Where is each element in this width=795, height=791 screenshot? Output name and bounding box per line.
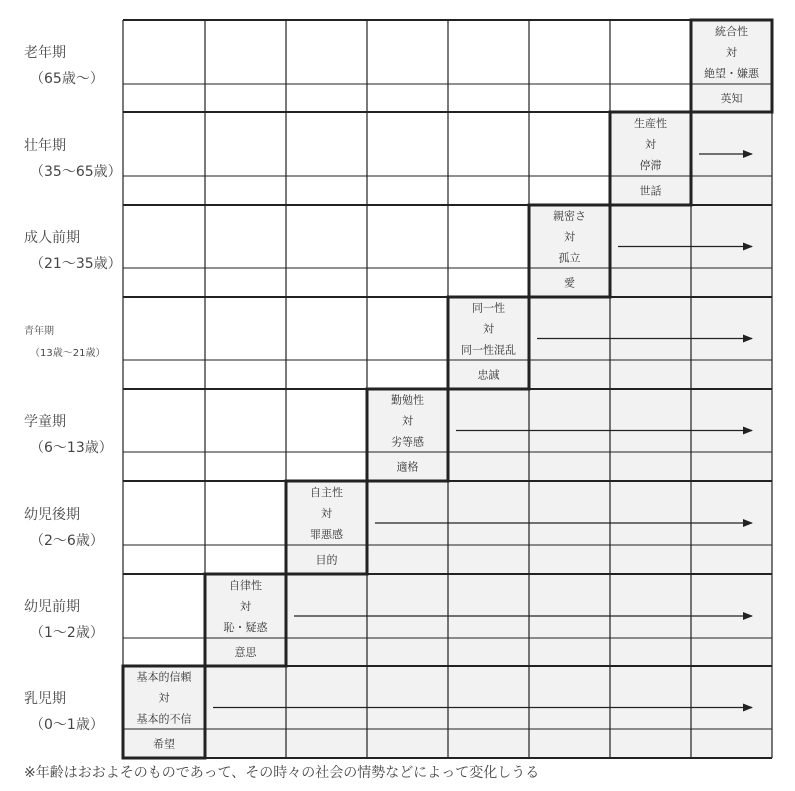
stage-age-range: （2～6歳） [30,532,104,549]
virtue-text: 希望 [153,737,175,751]
stage-age-range: （6～13歳） [30,440,113,456]
stage-label-adolescence [24,297,120,389]
stage-age-range: （35～65歳） [30,163,122,180]
stage-age-range: （65歳～） [30,71,104,87]
crisis-text: 対 [645,138,656,151]
crisis-text: 対 [321,507,332,520]
crisis-text: 生産性 [634,117,667,130]
crisis-text: 対 [402,414,413,428]
crisis-text: 対 [158,691,170,705]
crisis-text: 孤立 [558,251,581,265]
shaded-region [205,574,772,666]
crisis-text: 罪悪感 [310,528,343,541]
virtue-text: 愛 [564,276,575,290]
stage-name: 成人前期 [24,230,80,246]
stage-label-late-childhood [24,481,120,574]
crisis-text: 停滞 [639,159,662,172]
crisis-text: 対 [240,600,251,613]
stage-age-range: （21～35歳） [30,256,122,272]
stage-name: 乳児期 [24,691,66,707]
virtue-text: 意思 [234,646,257,659]
stage-label-infancy [24,666,120,758]
crisis-text: 自主性 [310,486,343,499]
crisis-text: 劣等感 [391,435,424,449]
stage-label-early-childhood [24,574,120,666]
virtue-text: 英知 [720,92,743,105]
stage-age-range: （13歳～21歳） [30,348,106,359]
crisis-text: 対 [564,230,575,244]
crisis-text: 対 [483,322,494,336]
crisis-text: 勤勉性 [391,393,424,407]
stage-name: 幼児前期 [24,599,80,615]
virtue-text: 目的 [315,553,338,567]
stage-age-range: （0～1歳） [30,717,104,733]
stage-name: 壮年期 [24,137,66,154]
virtue-text: 忠誠 [477,368,500,382]
crisis-text: 同一性混乱 [461,343,516,357]
crisis-text: 対 [726,46,737,59]
crisis-text: 絶望・嫌悪 [704,67,759,80]
crisis-text: 親密さ [553,209,586,223]
crisis-text: 恥・疑惑 [223,621,268,634]
crisis-text: 同一性 [472,301,505,315]
stage-name: 老年期 [24,45,66,61]
stage-name: 青年期 [24,326,54,337]
stage-label-school-age [24,389,120,481]
stage-name: 幼児後期 [24,506,80,523]
crisis-text: 自律性 [229,579,262,592]
stage-label-old-age [24,20,120,112]
virtue-text: 適格 [396,460,419,474]
stage-age-range: （1～2歳） [30,625,104,641]
footnote: ※年齢はおおよそのものであって、その時々の社会の情勢などによって変化しうる [24,765,540,781]
virtue-text: 世話 [639,184,662,198]
stage-label-early-adulthood [24,205,120,297]
shaded-region [367,389,772,481]
crisis-text: 基本的信頼 [136,670,192,684]
stage-name: 学童期 [24,414,66,430]
stage-label-adulthood [24,112,120,205]
crisis-text: 基本的不信 [136,712,192,726]
crisis-text: 統合性 [715,25,748,38]
